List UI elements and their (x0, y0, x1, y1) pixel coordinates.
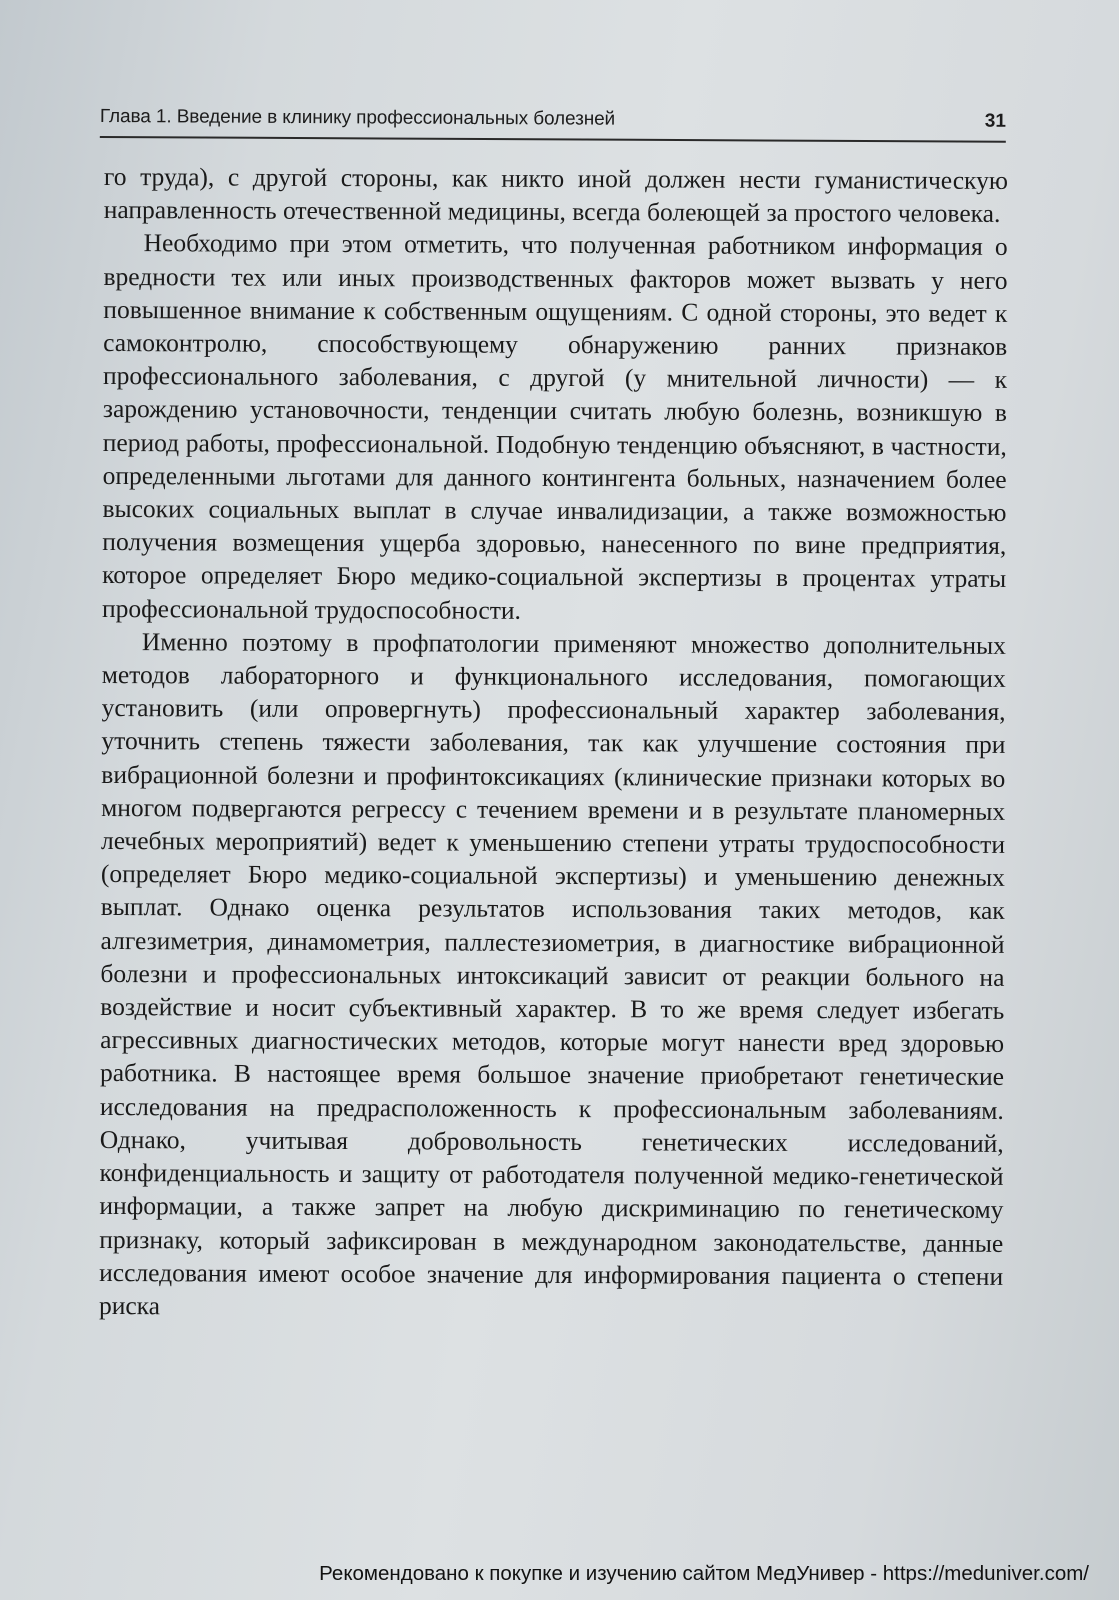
chapter-title: Глава 1. Введение в клинику профессиональных болезней (99, 105, 616, 130)
running-header (100, 104, 1006, 143)
paragraph: Именно поэтому в профпатологии применяют множество дополнительных методов лабораторного и функционального исследования, помогающих установить (или опровергнуть) профессиональный характер заболевания, уточнить степень тяжести заболевания, так как улучшение состояния при вибрационной болезни и профинтоксикациях (клинические признаки которых во многом подвергаются регрессу с течением времени и в результате планомерных лечебных мероприятий) ведет к уменьшению степени утраты трудоспособности (определяет Бюро медико-социальной экспертизы) и уменьшению денежных выплат. Однако оценка результатов использования таких методов, как алгезиметрия, динамометрия, паллестезиометрия, в диагностике вибрационной болезни и профессиональных интоксикаций зависит от реакции больного на воздействие и носит субъективный характер. В то же время следует избегать агрессивных диагностических методов, которые могут нанести вред здоровью работника. В настоящее время большое значение приобретают генетические исследования на предрасположенность к профессиональным заболеваниям. Однако, учитывая добровольность генетических исследований, конфиденциальность и защиту от работодателя полученной медико-генетической информации, а также запрет на любую дискриминацию по генетическому признаку, который зафиксирован в международном законодательстве, данные исследования имеют особое значение для информирования пациента о степени риска (98, 627, 1006, 1321)
paragraph-continuation: го труда), с другой стороны, как никто иной должен нести гуманистическую направленность отечественной медицины, всегда болеющей за простого человека. (103, 161, 1008, 229)
paragraph: Необходимо при этом отметить, что полученная работником информация о вредности тех или иных производственных факторов может вызвать у него повышенное внимание к собственным ощущениям. С одной стороны, это ведет к самоконтролю, способствующему обнаружению ранних признаков профессионального заболевания, с другой (у мнительной личности) — к зарождению установочности, тенденции считать любую болезнь, возникшую в период работы, профессиональной. Подобную тенденцию объясняют, в частности, определенными льготами для данного контингента больных, назначением более высоких социальных выплат в случае инвалидизации, а также возможностью получения возмещения ущерба здоровью, нанесенного по вине предприятия, которое определяет Бюро медико-социальной экспертизы в процентах утраты профессиональной трудоспособности. (101, 228, 1008, 625)
body-text (99, 160, 1008, 1326)
page-number: 31 (984, 110, 1006, 132)
watermark-footer: Рекомендовано к покупке и изучению сайтом МедУнивер - https://meduniver.com/ (319, 1562, 1089, 1585)
